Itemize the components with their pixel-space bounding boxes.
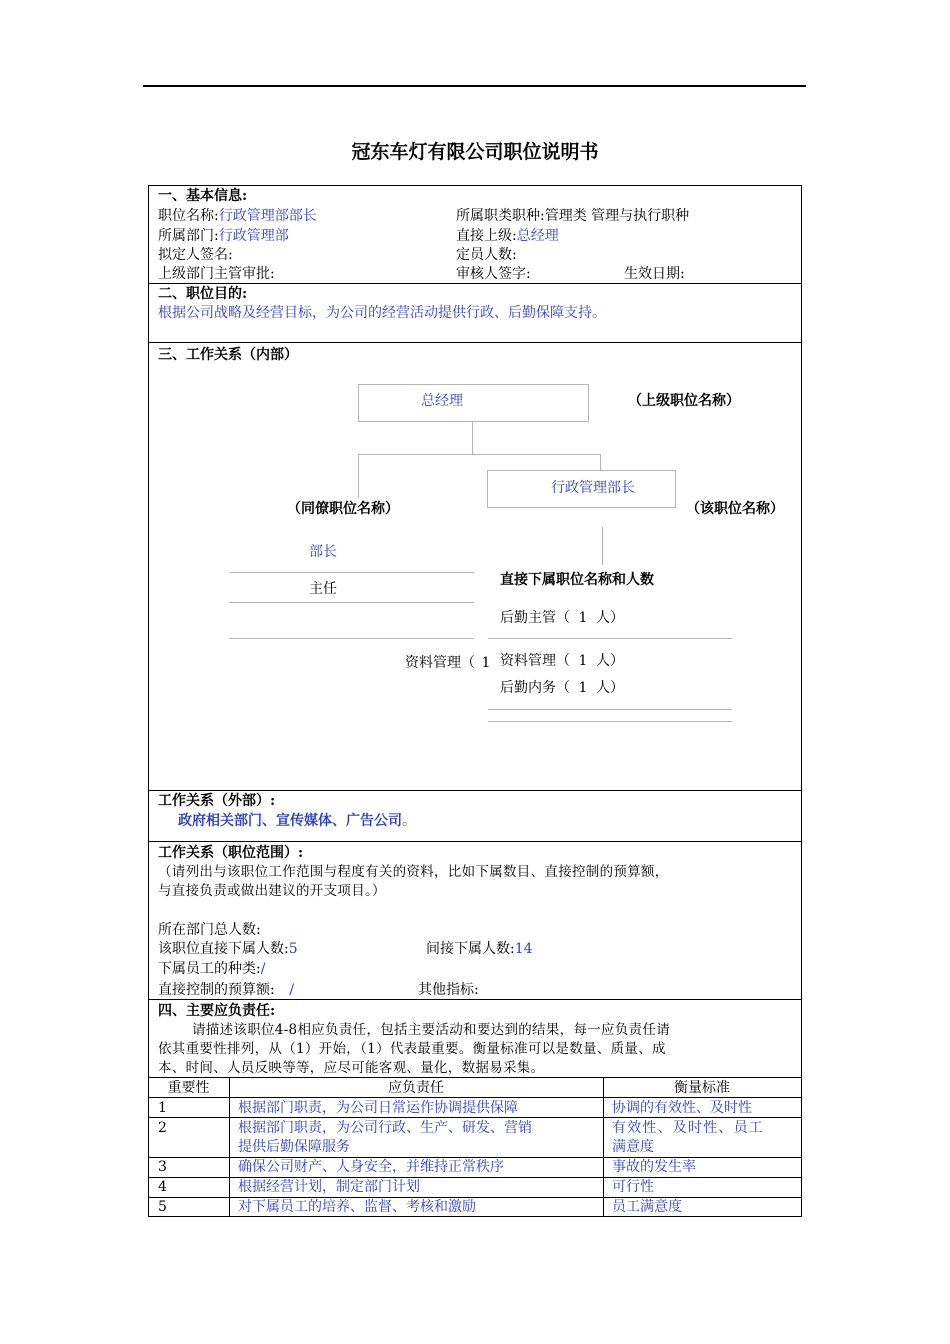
superior-label: 直接上级:: [456, 228, 517, 244]
duty-text: 对下属员工的培养、监督、考核和激励: [238, 1199, 476, 1215]
duty-text: 根据部门职责，为公司行政、生产、研发、营销: [238, 1120, 532, 1136]
duties-heading: 四、主要应负责任:: [158, 1003, 276, 1019]
duty-measure: 事故的发生率: [612, 1159, 696, 1175]
budget-row: 直接控制的预算额: /: [158, 981, 309, 999]
col-header-duty: 应负责任: [388, 1080, 444, 1096]
dept-row: [158, 227, 289, 245]
internal-heading: 三、工作关系（内部）: [158, 347, 298, 363]
duties-desc: 本、时间、人员反映等等，应尽可能客观、量化，数据易采集。: [158, 1060, 545, 1076]
category-label: 所属职类职种:: [456, 208, 545, 224]
budget-value: /: [289, 982, 295, 998]
col-header-measure: 衡量标准: [674, 1080, 730, 1096]
external-heading: 工作关系（外部）:: [158, 793, 276, 809]
duty-rank: 4: [158, 1179, 167, 1195]
divider-3: [148, 790, 802, 791]
duty-rank: 5: [158, 1199, 167, 1215]
subordinate-rule: [488, 721, 732, 722]
duties-table-rule: [148, 1097, 802, 1098]
org-connector-left: [358, 454, 359, 498]
divider-4: [148, 841, 802, 842]
duty-rank: 1: [158, 1100, 167, 1116]
indirect-subordinates-row: 间接下属人数:14: [426, 941, 533, 957]
subordinate-rule: [488, 638, 732, 639]
duty-measure: 可行性: [612, 1179, 654, 1195]
category-row: [456, 207, 689, 225]
peer-rule: [229, 638, 474, 639]
approval-label: 上级部门主管审批:: [158, 266, 275, 282]
dept-value: 行政管理部: [218, 228, 289, 244]
subordinate-item: 资料管理（ 1 人）: [500, 653, 624, 669]
duty-rank: 2: [158, 1120, 167, 1136]
other-indicators-label: 其他指标:: [418, 982, 479, 998]
subordinate-rule: [488, 709, 732, 710]
peer-rule: [229, 572, 474, 573]
divider-1: [148, 283, 802, 284]
divider-2: [148, 342, 802, 343]
external-text: 政府相关部门、宣传媒体、广告公司: [178, 813, 402, 829]
header-rule: [143, 85, 806, 87]
self-position-note: （该职位名称）: [686, 501, 784, 517]
duty-measure: 员工满意度: [612, 1199, 682, 1215]
subordinate-types-value: /: [260, 961, 266, 977]
superior-position-note: （上级职位名称）: [628, 393, 740, 409]
scope-desc: 与直接负责或做出建议的开支项目。）: [158, 883, 386, 899]
effective-date-label: 生效日期:: [624, 266, 685, 282]
duty-measure: 满意度: [612, 1139, 654, 1155]
dept-total-label: 所在部门总人数:: [158, 922, 261, 938]
superior-value: 总经理: [516, 228, 559, 244]
dept-label: 所属部门:: [158, 228, 219, 244]
purpose-heading: 二、职位目的:: [158, 286, 248, 302]
duties-table-top: [148, 1077, 802, 1078]
headcount-label: 定员人数:: [456, 247, 517, 263]
duty-measure: 有效性、及时性、员工: [612, 1120, 764, 1136]
duty-rank: 3: [158, 1159, 167, 1175]
peer-item: 部长: [309, 544, 337, 560]
col-header-importance: 重要性: [167, 1080, 210, 1096]
org-self-label: 行政管理部长: [551, 480, 635, 496]
duties-table-col: [603, 1077, 604, 1217]
duties-desc: 依其重要性排列，从（1）开始，（1）代表最重要。衡量标准可以是数量、质量、成: [158, 1041, 666, 1057]
scope-heading: 工作关系（职位范围）:: [158, 845, 304, 861]
category-value: 管理类 管理与执行职种: [544, 208, 690, 224]
org-box-boss: [358, 384, 589, 422]
divider-5: [148, 999, 802, 1000]
duty-measure: 协调的有效性、及时性: [612, 1100, 752, 1116]
purpose-text: 根据公司战略及经营目标，为公司的经营活动提供行政、后勤保障支持。: [158, 305, 606, 321]
direct-subordinates-row: 该职位直接下属人数:5: [158, 941, 298, 957]
org-connector-boss: [472, 421, 473, 454]
subordinates-heading: 直接下属职位名称和人数: [500, 572, 654, 588]
duty-text: 根据经营计划，制定部门计划: [238, 1179, 420, 1195]
drafter-label: 拟定人签名:: [158, 247, 233, 263]
duties-desc: 请描述该职位4-8相应负责任，包括主要活动和要达到的结果，每一应负责任请: [192, 1022, 671, 1038]
stray-subordinate-label: 资料管理（ 1: [405, 655, 491, 671]
peer-rule: [229, 602, 474, 603]
org-boss-label: 总经理: [421, 393, 463, 409]
position-value: 行政管理部部长: [218, 208, 317, 224]
page-title: 冠东车灯有限公司职位说明书: [351, 141, 599, 163]
org-connector-bar: [358, 454, 601, 455]
org-connector-self: [602, 527, 603, 565]
duty-text: 提供后勤保障服务: [238, 1139, 350, 1155]
frame-left: [148, 185, 149, 1217]
position-name-row: [158, 207, 317, 225]
subordinate-item: 后勤内务（ 1 人）: [500, 680, 624, 696]
superior-row: [456, 227, 559, 245]
basic-heading: 一、基本信息:: [158, 188, 248, 204]
duties-table-rule: [148, 1117, 802, 1118]
subordinate-item: 后勤主管（ 1 人）: [500, 610, 624, 626]
org-connector-right: [600, 454, 601, 471]
position-label: 职位名称:: [158, 208, 219, 224]
frame-top: [148, 185, 802, 186]
reviewer-label: 审核人签字:: [456, 266, 531, 282]
indirect-subordinates-value: 14: [514, 941, 533, 957]
peer-item: 主任: [309, 581, 337, 597]
direct-subordinates-value: 5: [288, 941, 298, 957]
duty-text: 根据部门职责，为公司日常运作协调提供保障: [238, 1100, 518, 1116]
subordinate-types-row: 下属员工的种类:/: [158, 961, 266, 977]
peer-position-note: （同僚职位名称）: [287, 501, 399, 517]
scope-desc: （请列出与该职位工作范围与程度有关的资料，比如下属数目、直接控制的预算额，: [158, 864, 669, 880]
duty-text: 确保公司财产、人身安全，并维持正常秩序: [238, 1159, 504, 1175]
frame-right: [801, 185, 802, 1217]
external-text-row: 政府相关部门、宣传媒体、广告公司。: [178, 813, 416, 829]
duties-table-bottom: [148, 1216, 802, 1217]
duties-table-col: [229, 1077, 230, 1217]
